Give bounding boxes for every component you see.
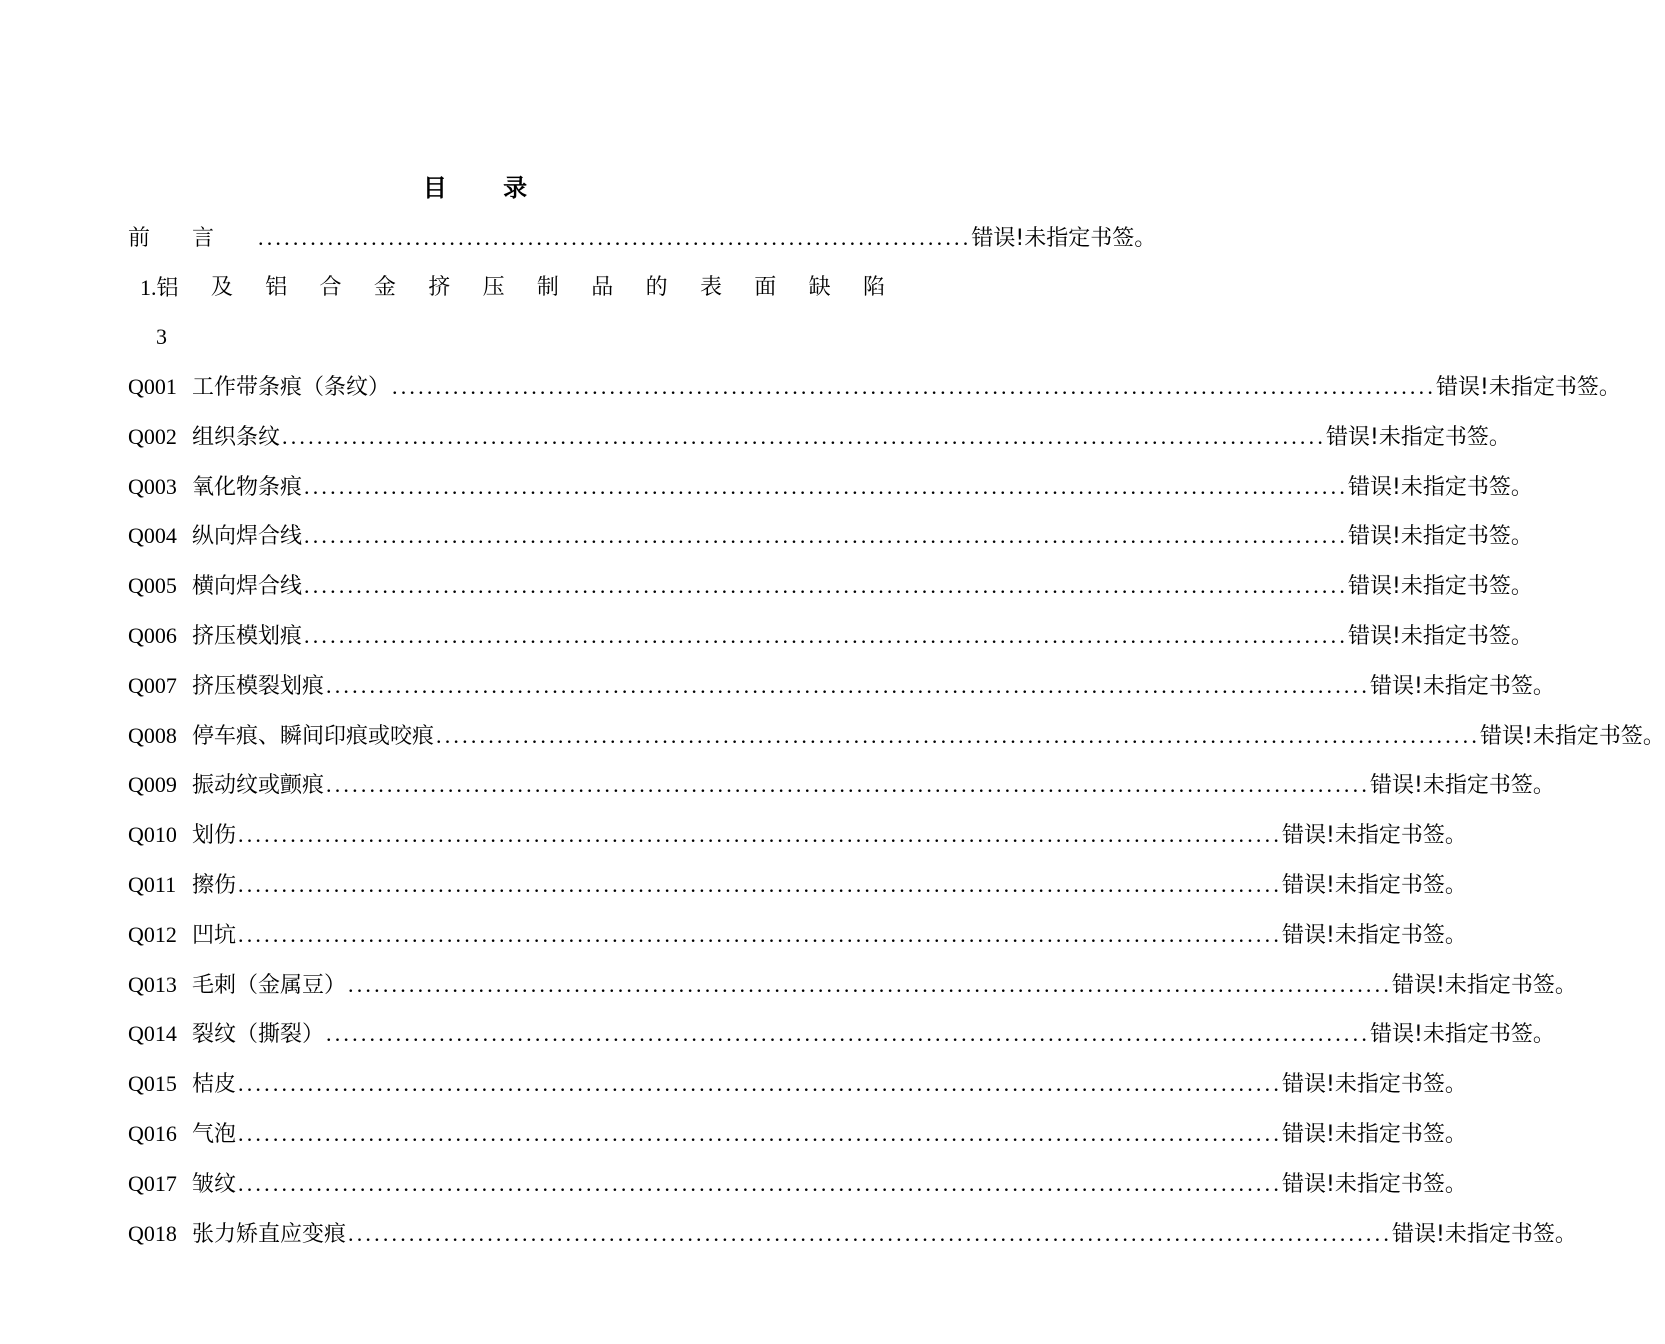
chapter-title-char: 的 <box>645 275 668 300</box>
toc-entry-title: 皱纹 <box>192 1171 237 1197</box>
toc-entry-title: 桔皮 <box>192 1072 237 1098</box>
toc-leader-dots: ........................................................................................................................ <box>392 374 1437 399</box>
toc-entry-code: Q012 <box>128 921 177 947</box>
toc-entry-code: Q005 <box>128 573 177 599</box>
toc-entry-page-ref: 错误!未指定书签。 <box>1370 673 1555 699</box>
toc-entry-page-ref: 错误!未指定书签。 <box>1282 1122 1467 1147</box>
toc-entry-page-ref: 错误!未指定书签。 <box>1282 922 1467 948</box>
toc-leader-dots: ........................................................................................................................ <box>436 722 1481 748</box>
toc-entry-preface[interactable] <box>128 221 1157 255</box>
toc-entry-title: 工作带条痕（条纹） <box>192 375 391 400</box>
toc-leader-dots: ........................................................................................................................ <box>304 473 1349 499</box>
toc-leader-dots: ........................................................................................................................ <box>238 1121 1283 1146</box>
toc-entry-code: Q009 <box>128 772 177 798</box>
toc-entry[interactable] <box>128 1217 1577 1251</box>
toc-entry-code: Q010 <box>128 822 177 848</box>
toc-leader-dots: ........................................................................................................................ <box>282 423 1327 449</box>
toc-entry[interactable] <box>128 719 1665 753</box>
toc-entry-page-ref: 错误!未指定书签。 <box>1282 873 1467 898</box>
toc-entry-title: 氧化物条痕 <box>192 474 303 500</box>
toc-entry[interactable] <box>128 519 1533 553</box>
chapter-title-char: 挤 <box>428 275 451 300</box>
toc-title: 目 录 <box>422 173 552 202</box>
chapter-title-char: 面 <box>754 275 777 300</box>
preface-page-ref: 错误!未指定书签。 <box>971 226 1157 251</box>
toc-leader-dots: ........................................................................................................................ <box>238 872 1283 897</box>
toc-leader-dots: .................................................................................. <box>258 225 972 250</box>
toc-entry-title: 挤压模划痕 <box>192 624 303 649</box>
chapter-title-char: 铝 <box>156 276 179 301</box>
toc-entry-page-ref: 错误!未指定书签。 <box>1326 424 1511 450</box>
toc-leader-dots: ........................................................................................................................ <box>348 1220 1393 1246</box>
toc-entry-page-ref: 错误!未指定书签。 <box>1282 1171 1467 1197</box>
toc-entry[interactable] <box>128 868 1467 902</box>
toc-entry-code: Q013 <box>128 971 177 997</box>
chapter-title-char: 制 <box>536 275 559 300</box>
toc-leader-dots: ........................................................................................................................ <box>326 772 1371 798</box>
toc-entry-page-ref: 错误!未指定书签。 <box>1436 375 1621 400</box>
toc-entry-title: 划伤 <box>192 823 237 849</box>
toc-leader-dots: ........................................................................................................................ <box>304 523 1349 549</box>
chapter-title-char: 合 <box>319 275 342 300</box>
chapter-title-char: 及 <box>210 275 233 300</box>
chapter-page-number: 3 <box>156 324 167 349</box>
toc-entry-title: 组织条纹 <box>192 424 281 450</box>
toc-entry[interactable] <box>128 370 1621 404</box>
toc-entry-page-ref: 错误!未指定书签。 <box>1348 524 1533 550</box>
chapter-title-start <box>140 270 179 306</box>
toc-entry-title: 擦伤 <box>192 873 237 898</box>
chapter-title-char: 陷 <box>862 275 885 300</box>
toc-leader-dots: ........................................................................................................................ <box>326 1021 1371 1047</box>
chapter-title-char: 品 <box>591 275 614 300</box>
toc-entry-code: Q001 <box>128 374 177 399</box>
toc-entry-code: Q018 <box>128 1220 177 1246</box>
toc-leader-dots: ........................................................................................................................ <box>304 573 1349 599</box>
chapter-title-char: 压 <box>482 275 505 300</box>
toc-entry[interactable] <box>128 918 1467 952</box>
toc-leader-dots: ........................................................................................................................ <box>238 921 1283 947</box>
toc-entry[interactable] <box>128 1117 1467 1151</box>
toc-entry-code: Q004 <box>128 523 177 549</box>
toc-entry-page-ref: 错误!未指定书签。 <box>1480 723 1665 749</box>
toc-entry-title: 张力矫直应变痕 <box>192 1221 347 1247</box>
toc-entry-page-ref: 错误!未指定书签。 <box>1348 624 1533 649</box>
toc-entry[interactable] <box>128 619 1533 653</box>
toc-leader-dots: ........................................................................................................................ <box>238 1170 1283 1196</box>
toc-entry-title: 气泡 <box>192 1122 237 1147</box>
toc-leader-dots: ........................................................................................................................ <box>348 971 1393 997</box>
toc-entry-code: Q003 <box>128 473 177 499</box>
toc-entry-code: Q017 <box>128 1170 177 1196</box>
toc-entry-title: 挤压模裂划痕 <box>192 673 325 699</box>
toc-entry[interactable] <box>128 1017 1555 1051</box>
toc-entry-title: 横向焊合线 <box>192 574 303 600</box>
toc-entry-code: Q008 <box>128 722 177 748</box>
toc-entry[interactable] <box>128 569 1533 603</box>
toc-entry-code: Q015 <box>128 1071 177 1097</box>
toc-entry[interactable] <box>128 669 1555 703</box>
toc-entry-page-ref: 错误!未指定书签。 <box>1392 972 1577 998</box>
toc-entry-code: Q006 <box>128 623 177 648</box>
toc-leader-dots: ........................................................................................................................ <box>326 672 1371 698</box>
toc-entry-code: Q014 <box>128 1021 177 1047</box>
chapter-title-char: 缺 <box>808 275 831 300</box>
chapter-number: 1. <box>140 275 157 300</box>
toc-entry-title: 纵向焊合线 <box>192 524 303 550</box>
toc-entry[interactable] <box>128 1167 1467 1201</box>
toc-entry[interactable] <box>128 470 1533 504</box>
toc-entry[interactable] <box>128 818 1467 852</box>
toc-entry-page-ref: 错误!未指定书签。 <box>1282 1072 1467 1098</box>
toc-entry-page-ref: 错误!未指定书签。 <box>1392 1221 1577 1247</box>
toc-entry[interactable] <box>128 420 1511 454</box>
toc-entry-code: Q016 <box>128 1121 177 1146</box>
toc-entry-page-ref: 错误!未指定书签。 <box>1348 474 1533 500</box>
toc-entry-chapter-1[interactable] <box>140 270 885 306</box>
toc-leader-dots: ........................................................................................................................ <box>238 1071 1283 1097</box>
chapter-title-char: 表 <box>699 275 722 300</box>
toc-entry[interactable] <box>128 1067 1467 1101</box>
toc-entry[interactable] <box>128 768 1555 802</box>
chapter-title-char: 金 <box>373 275 396 300</box>
toc-entry-title: 停车痕、瞬间印痕或咬痕 <box>192 723 435 749</box>
toc-leader-dots: ........................................................................................................................ <box>238 822 1283 848</box>
toc-entry-title: 毛刺（金属豆） <box>192 972 347 998</box>
toc-leader-dots: ........................................................................................................................ <box>304 623 1349 648</box>
preface-label: 前言 <box>128 226 257 251</box>
toc-entry[interactable] <box>128 968 1577 1002</box>
toc-entry-page-ref: 错误!未指定书签。 <box>1370 1022 1555 1048</box>
toc-entry-code: Q002 <box>128 423 177 449</box>
toc-entry-title: 振动纹或颤痕 <box>192 773 325 799</box>
toc-entry-title: 裂纹（撕裂） <box>192 1022 325 1048</box>
chapter-title-char: 铝 <box>265 275 288 300</box>
toc-entry-title: 凹坑 <box>192 922 237 948</box>
toc-entry-code: Q011 <box>128 872 177 897</box>
toc-entry-page-ref: 错误!未指定书签。 <box>1282 823 1467 849</box>
toc-entry-code: Q007 <box>128 672 177 698</box>
toc-entry-page-ref: 错误!未指定书签。 <box>1370 773 1555 799</box>
toc-entry-page-ref: 错误!未指定书签。 <box>1348 574 1533 600</box>
